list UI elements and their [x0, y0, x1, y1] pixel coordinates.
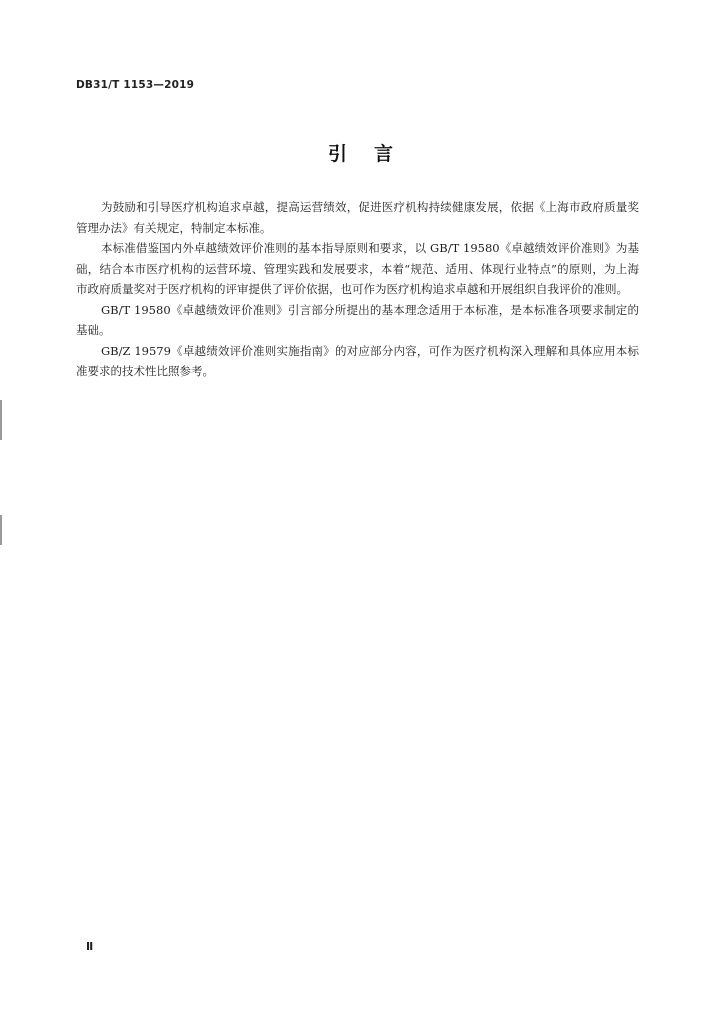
paragraph: GB/Z 19579《卓越绩效评价准则实施指南》的对应部分内容，可作为医疗机构深入理解和具体应用本标准要求的技术性比照参考。	[76, 343, 639, 378]
scan-edge-mark	[0, 400, 2, 440]
paragraph: 本标准借鉴国内外卓越绩效评价准则的基本指导原则和要求，以 GB/T 19580《卓越绩效评价准则》为基础，结合本市医疗机构的运营环境、管理实践和发展要求，本着“规范、适用、体现行业特点”的原则，为上海市政府质量奖对于医疗机构的评审提供了评价依据，也可作为医疗机构追求卓越和开展组织自我评价的准则。	[76, 241, 639, 296]
paragraph: GB/T 19580《卓越绩效评价准则》引言部分所提出的基本理念适用于本标准，是本标准各项要求制定的基础。	[76, 302, 639, 337]
paragraph: 为鼓励和引导医疗机构追求卓越，提高运营绩效，促进医疗机构持续健康发展，依据《上海市政府质量奖管理办法》有关规定，特制定本标准。	[76, 200, 639, 235]
page-number: Ⅱ	[86, 940, 94, 953]
body-text	[76, 197, 639, 382]
scan-edge-mark	[0, 515, 2, 545]
standard-code: DB31/T 1153—2019	[76, 79, 195, 91]
section-title: 引言	[327, 143, 420, 165]
